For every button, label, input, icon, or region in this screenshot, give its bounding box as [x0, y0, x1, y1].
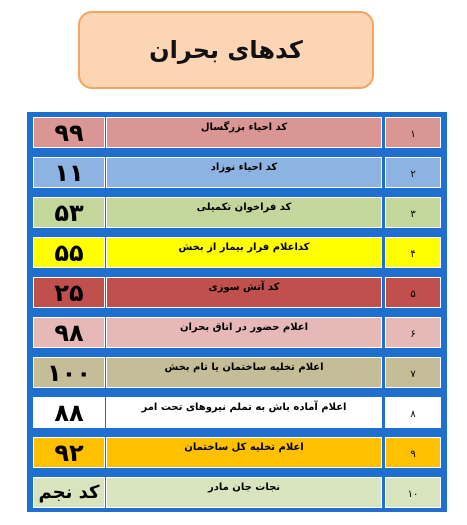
- number-cell: ۲: [385, 157, 441, 188]
- number-cell: ۱: [385, 117, 441, 148]
- crisis-codes-table: [27, 112, 447, 512]
- code-cell: ۸۸: [33, 397, 105, 428]
- number-cell: ۸: [385, 397, 441, 428]
- number-cell: ۷: [385, 357, 441, 388]
- table-row: [27, 112, 447, 152]
- page-title: کدهای بحران: [149, 36, 303, 64]
- title-cell: اعلام حضور در اتاق بحران: [106, 317, 382, 348]
- table-row: [27, 392, 447, 432]
- code-cell: ۵۳: [33, 197, 105, 228]
- code-cell: کد نجم: [33, 477, 105, 508]
- code-cell: ۹۹: [33, 117, 105, 148]
- title-cell: کداعلام فرار بیمار از بخش: [106, 237, 382, 268]
- code-cell: ۹۲: [33, 437, 105, 468]
- title-cell: اعلام تخلیه ساختمان یا تام بخش: [106, 357, 382, 388]
- title-cell: اعلام آماده باش به تملم نیروهای تحت امر: [106, 397, 382, 428]
- number-cell: ۴: [385, 237, 441, 268]
- table-row: [27, 152, 447, 192]
- code-cell: ۲۵: [33, 277, 105, 308]
- title-cell: کد احیاء نوزاد: [106, 157, 382, 188]
- title-cell: کد احیاء بزرگسال: [106, 117, 382, 148]
- table-row: [27, 232, 447, 272]
- code-cell: ۱۱: [33, 157, 105, 188]
- code-cell: ۱۰۰: [33, 357, 105, 388]
- number-cell: ۹: [385, 437, 441, 468]
- code-cell: ۵۵: [33, 237, 105, 268]
- number-cell: ۳: [385, 197, 441, 228]
- code-cell: ۹۸: [33, 317, 105, 348]
- table-row: [27, 472, 447, 512]
- title-box: [78, 11, 374, 89]
- table-row: [27, 352, 447, 392]
- number-cell: ۶: [385, 317, 441, 348]
- table-row: [27, 312, 447, 352]
- title-cell: کد فراخوان تکمیلی: [106, 197, 382, 228]
- table-row: [27, 192, 447, 232]
- title-cell: اعلام تخلیه کل ساختمان: [106, 437, 382, 468]
- number-cell: ۵: [385, 277, 441, 308]
- title-cell: کد آتش سوزی: [106, 277, 382, 308]
- table-row: [27, 432, 447, 472]
- table-row: [27, 272, 447, 312]
- number-cell: ۱۰: [385, 477, 441, 508]
- title-cell: نجات جان مادر: [106, 477, 382, 508]
